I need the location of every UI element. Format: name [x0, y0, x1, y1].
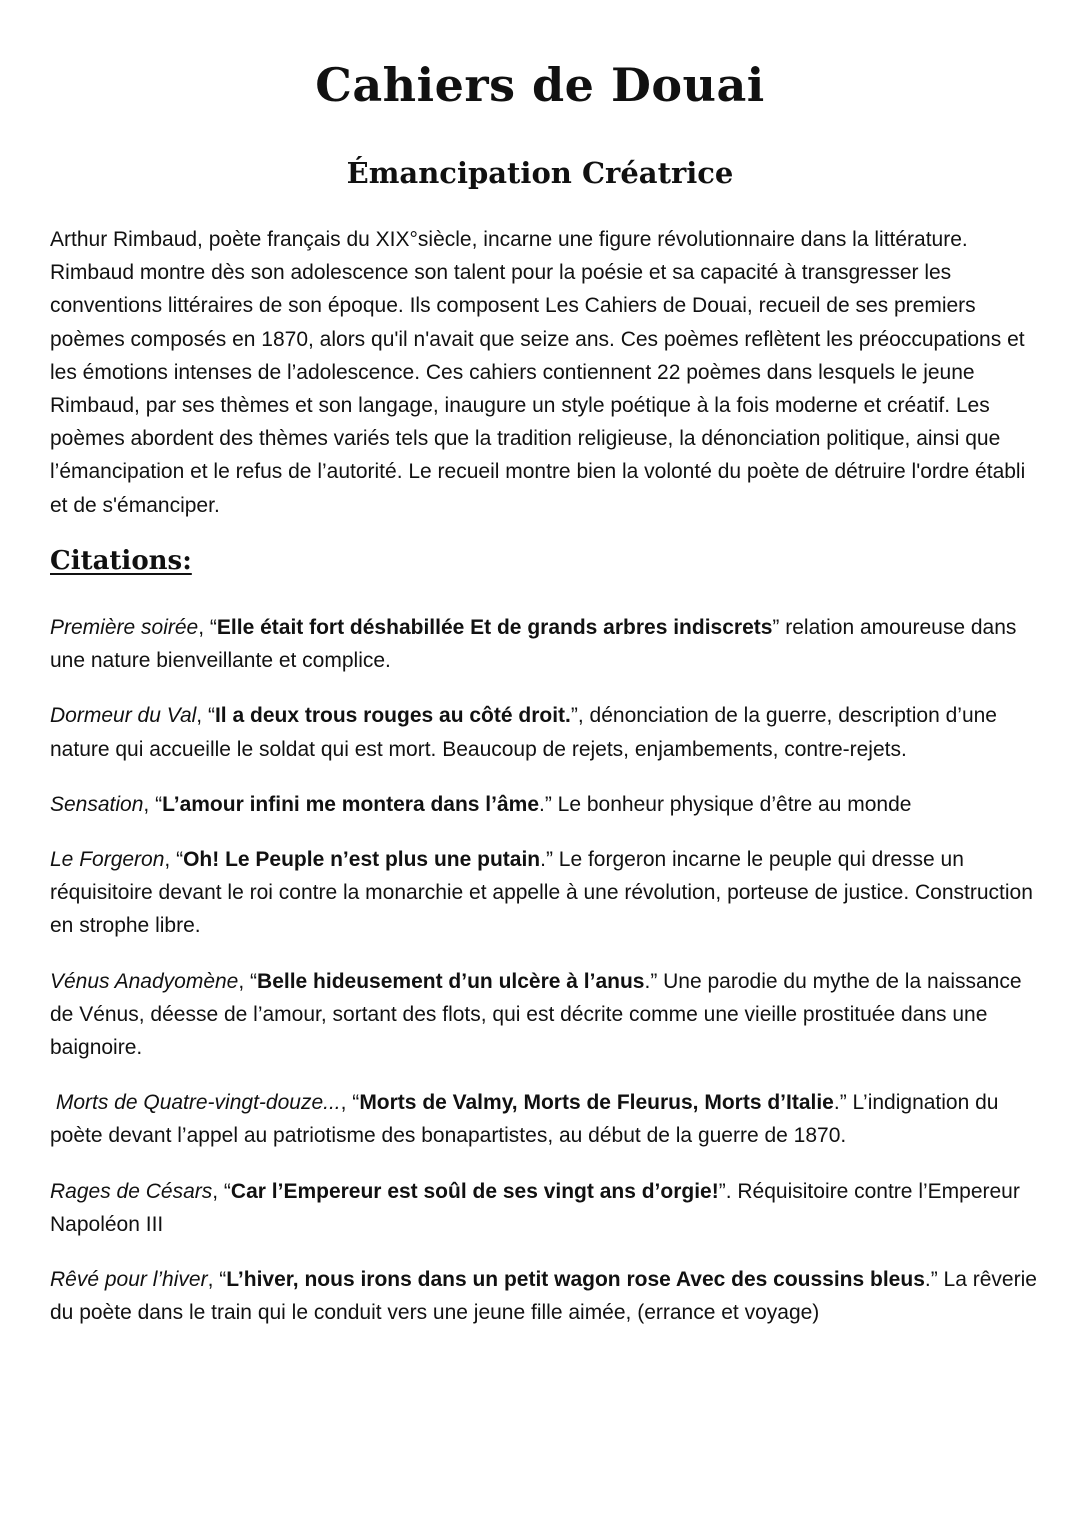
page-title: Cahiers de Douai	[315, 58, 765, 112]
citation-item	[50, 699, 1040, 765]
intro-paragraph: Arthur Rimbaud, poète français du XIX°siècle, incarne une figure révolutionnaire dans la littérature. Rimbaud montre dès son adolescence son talent pour la poésie et sa capacité à transgresser les conventions littéraires de son époque. Ils composent Les Cahiers de Douai, recueil de ses premiers poèmes composés en 1870, alors qu'il n'avait que seize ans. Ces poèmes reflètent les préoccupations et les émotions intenses de l’adolescence. Ces cahiers contiennent 22 poèmes dans lesquels le jeune Rimbaud, par ses thèmes et son langage, inaugure un style poétique à la fois moderne et créatif. Les poèmes abordent des thèmes variés tels que la tradition religieuse, la dénonciation politique, ainsi que l’émancipation et le refus de l’autorité. Le recueil montre bien la volonté du poète de détruire l'ordre établi et de s'émanciper.	[50, 228, 1026, 517]
commentary: .” L’indignation du poète devant l’appel au patriotisme des bonapartistes, au début de la guerre de 1870.	[50, 1091, 999, 1148]
citation-item	[50, 788, 1040, 821]
poem-title: Sensation	[50, 792, 144, 816]
citation-item	[50, 843, 1040, 943]
poem-title: Rêvé pour l’hiver	[50, 1268, 208, 1292]
poem-title: Première soirée	[50, 616, 199, 639]
citations-list	[50, 611, 1040, 1351]
commentary: .” Le forgeron incarne le peuple qui dresse un réquisitoire devant le roi contre la monarchie et appelle à une révolution, porteuse de justice. Construction en strophe libre.	[50, 848, 1033, 938]
poem-title: Vénus Anadyomène	[50, 969, 239, 993]
quote-open: , “	[196, 704, 215, 728]
quote-text: Morts de Valmy, Morts de Fleurus, Morts d’Italie	[359, 1091, 834, 1115]
quote-text: Car l’Empereur est soûl de ses vingt ans d’orgie!	[230, 1179, 719, 1203]
quote-text: Elle était fort déshabillée Et de grands arbres indiscrets	[216, 616, 773, 639]
citation-item	[50, 965, 1040, 1065]
poem-title: Le Forgeron	[50, 848, 165, 872]
poem-title: Rages de Césars	[50, 1179, 213, 1203]
quote-text: Il a deux trous rouges au côté droit.	[214, 704, 571, 728]
citation-item	[50, 1086, 1040, 1152]
commentary: .” Une parodie du mythe de la naissance de Vénus, déesse de l’amour, sortant des flots, qui est décrite comme une vieille prostituée dans une baignoire.	[50, 969, 1022, 1060]
commentary: .” La rêverie du poète dans le train qui le conduit vers une jeune fille aimée, (errance et voyage)	[50, 1268, 1037, 1325]
page-subtitle: Émancipation Créatrice	[346, 156, 734, 190]
citation-item	[50, 1175, 1040, 1241]
citations-heading: Citations:	[50, 546, 192, 576]
quote-open: , “	[340, 1091, 360, 1115]
quote-open: , “	[164, 848, 184, 872]
commentary: ” relation amoureuse dans une nature bienveillante et complice.	[50, 616, 1017, 673]
quote-text: Belle hideusement d’un ulcère à l’anus	[257, 969, 645, 993]
poem-title: Morts de Quatre-vingt-douze...	[50, 1091, 341, 1115]
quote-text: Oh! Le Peuple n’est plus une putain	[183, 848, 541, 872]
commentary: ”, dénonciation de la guerre, description d’une nature qui accueille le soldat qui est mort. Beaucoup de rejets, enjambements, contre-rejets.	[50, 704, 997, 761]
quote-open: , “	[238, 969, 258, 993]
quote-open: , “	[198, 616, 217, 639]
quote-open: , “	[207, 1268, 227, 1292]
quote-open: , “	[143, 792, 163, 816]
citation-item	[50, 611, 1040, 677]
commentary: .” Le bonheur physique d’être au monde	[539, 792, 912, 816]
quote-open: , “	[212, 1179, 231, 1203]
quote-text: L’hiver, nous irons dans un petit wagon rose Avec des coussins bleus	[226, 1268, 925, 1292]
commentary: ”. Réquisitoire contre l’Empereur Napoléon III	[50, 1179, 1020, 1236]
citation-item	[50, 1263, 1040, 1329]
quote-text: L’amour infini me montera dans l’âme	[162, 792, 540, 816]
poem-title: Dormeur du Val	[50, 704, 197, 728]
